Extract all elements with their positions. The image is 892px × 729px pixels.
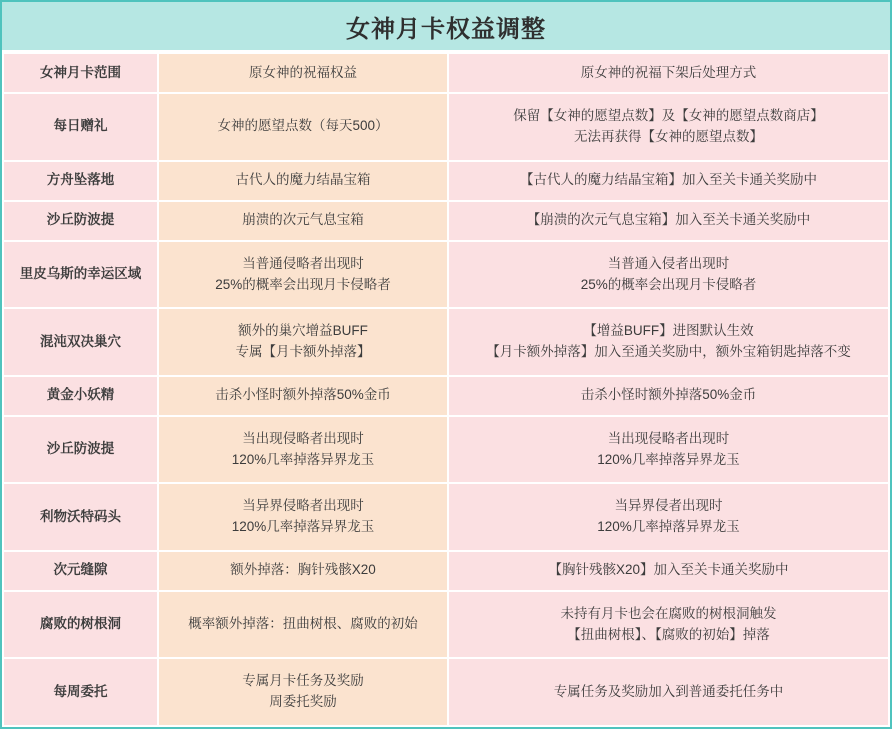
table-row bbox=[3, 376, 889, 416]
row-scope bbox=[3, 161, 158, 201]
row-old-line: 击杀小怪时额外掉落50%金币 bbox=[215, 387, 391, 403]
row-old-line: 概率额外掉落：扭曲树根、腐败的初始 bbox=[188, 616, 418, 632]
table-row bbox=[3, 93, 889, 160]
row-new-line: 击杀小怪时额外掉落50%金币 bbox=[580, 387, 757, 403]
row-scope bbox=[3, 483, 158, 550]
row-new-line: 【古代人的魔力结晶宝箱】加入至关卡通关奖励中 bbox=[520, 172, 817, 188]
row-new bbox=[448, 416, 889, 483]
row-scope-line: 混沌双决巢穴 bbox=[40, 333, 121, 349]
row-old bbox=[158, 591, 448, 658]
table-row bbox=[3, 591, 889, 658]
row-new bbox=[448, 483, 889, 550]
row-old bbox=[158, 416, 448, 483]
table-row bbox=[3, 241, 889, 308]
row-new-line: 120%几率掉落异界龙玉 bbox=[597, 451, 740, 467]
row-old bbox=[158, 161, 448, 201]
row-scope-line: 腐败的树根洞 bbox=[40, 616, 121, 632]
table-row bbox=[3, 658, 889, 726]
page-title: 女神月卡权益调整 bbox=[346, 15, 546, 43]
row-new-line: 当普通入侵者出现时 bbox=[607, 255, 730, 271]
row-scope-line: 方舟坠落地 bbox=[46, 172, 115, 188]
row-new bbox=[448, 658, 889, 726]
row-old-line: 周委托奖励 bbox=[269, 694, 337, 710]
row-old bbox=[158, 201, 448, 241]
row-scope bbox=[3, 241, 158, 308]
row-scope bbox=[3, 201, 158, 241]
row-scope bbox=[3, 93, 158, 160]
row-scope-line: 沙丘防波提 bbox=[46, 212, 115, 228]
row-new bbox=[448, 551, 889, 591]
row-scope-line: 黄金小妖精 bbox=[46, 387, 115, 403]
page-title-bar bbox=[2, 2, 890, 52]
row-new-line: 【崩溃的次元气息宝箱】加入至关卡通关奖励中 bbox=[526, 212, 811, 228]
row-old-line: 专属【月卡额外掉落】 bbox=[235, 344, 371, 360]
row-old-line: 120%几率掉落异界龙玉 bbox=[231, 451, 375, 467]
row-new bbox=[448, 376, 889, 416]
row-scope-line: 每周委托 bbox=[53, 683, 108, 699]
row-old-line: 额外掉落：胸针残骸X20 bbox=[230, 562, 376, 578]
row-old-line: 女神的愿望点数（每天500） bbox=[217, 118, 389, 134]
row-old bbox=[158, 376, 448, 416]
row-new-line: 25%的概率会出现月卡侵略者 bbox=[580, 276, 757, 292]
row-old bbox=[158, 308, 448, 375]
row-old-line: 当异界侵略者出现时 bbox=[242, 498, 364, 514]
row-old-line: 当普通侵略者出现时 bbox=[242, 255, 364, 271]
row-scope bbox=[3, 308, 158, 375]
column-header-scope: 女神月卡范围 bbox=[3, 53, 158, 93]
row-scope bbox=[3, 591, 158, 658]
row-new bbox=[448, 241, 889, 308]
row-scope-line: 利物沃特码头 bbox=[40, 508, 121, 524]
row-scope-line: 沙丘防波提 bbox=[46, 441, 115, 457]
row-old-line: 崩溃的次元气息宝箱 bbox=[242, 212, 364, 228]
row-old-line: 120%几率掉落异界龙玉 bbox=[231, 519, 375, 535]
row-old bbox=[158, 658, 448, 726]
row-new bbox=[448, 93, 889, 160]
row-new-line: 【增益BUFF】进图默认生效 bbox=[583, 323, 754, 339]
row-new bbox=[448, 201, 889, 241]
row-scope-line: 次元缝隙 bbox=[53, 562, 108, 578]
row-new-line: 未持有月卡也会在腐败的树根洞触发 bbox=[560, 605, 777, 621]
row-scope bbox=[3, 376, 158, 416]
row-scope-line: 每日赠礼 bbox=[53, 118, 108, 134]
row-new-line: 当异界侵者出现时 bbox=[614, 498, 723, 514]
row-old-line: 额外的巢穴增益BUFF bbox=[238, 323, 368, 339]
table-header-row bbox=[3, 53, 889, 93]
row-old-line: 当出现侵略者出现时 bbox=[242, 430, 364, 446]
row-scope bbox=[3, 658, 158, 726]
row-new-line: 120%几率掉落异界龙玉 bbox=[597, 519, 740, 535]
row-new bbox=[448, 591, 889, 658]
row-new-line: 保留【女神的愿望点数】及【女神的愿望点数商店】 bbox=[513, 107, 824, 123]
row-old-line: 25%的概率会出现月卡侵略者 bbox=[215, 276, 391, 292]
benefits-grid bbox=[2, 52, 890, 727]
table-row bbox=[3, 416, 889, 483]
row-new-line: 专属任务及奖励加入到普通委托任务中 bbox=[553, 683, 784, 699]
row-old bbox=[158, 93, 448, 160]
table-row bbox=[3, 483, 889, 550]
row-old bbox=[158, 483, 448, 550]
row-scope-line: 里皮乌斯的幸运区域 bbox=[19, 266, 142, 282]
row-old bbox=[158, 241, 448, 308]
table-row bbox=[3, 551, 889, 591]
table-row bbox=[3, 201, 889, 241]
grid-body bbox=[3, 53, 889, 726]
row-new-line: 【月卡额外掉落】加入至通关奖励中，额外宝箱钥匙掉落不变 bbox=[486, 344, 851, 360]
column-header-new: 原女神的祝福下架后处理方式 bbox=[448, 53, 889, 93]
row-scope bbox=[3, 551, 158, 591]
row-scope bbox=[3, 416, 158, 483]
row-new-line: 无法再获得【女神的愿望点数】 bbox=[574, 128, 763, 144]
table-row bbox=[3, 161, 889, 201]
row-old-line: 古代人的魔力结晶宝箱 bbox=[235, 172, 371, 188]
row-new bbox=[448, 161, 889, 201]
row-new-line: 当出现侵略者出现时 bbox=[607, 430, 730, 446]
row-old bbox=[158, 551, 448, 591]
row-new bbox=[448, 308, 889, 375]
table-row bbox=[3, 308, 889, 375]
row-new-line: 【胸针残骸X20】加入至关卡通关奖励中 bbox=[548, 562, 789, 578]
column-header-old: 原女神的祝福权益 bbox=[158, 53, 448, 93]
row-old-line: 专属月卡任务及奖励 bbox=[242, 673, 364, 689]
row-new-line: 【扭曲树根】、【腐败的初始】掉落 bbox=[567, 626, 770, 642]
